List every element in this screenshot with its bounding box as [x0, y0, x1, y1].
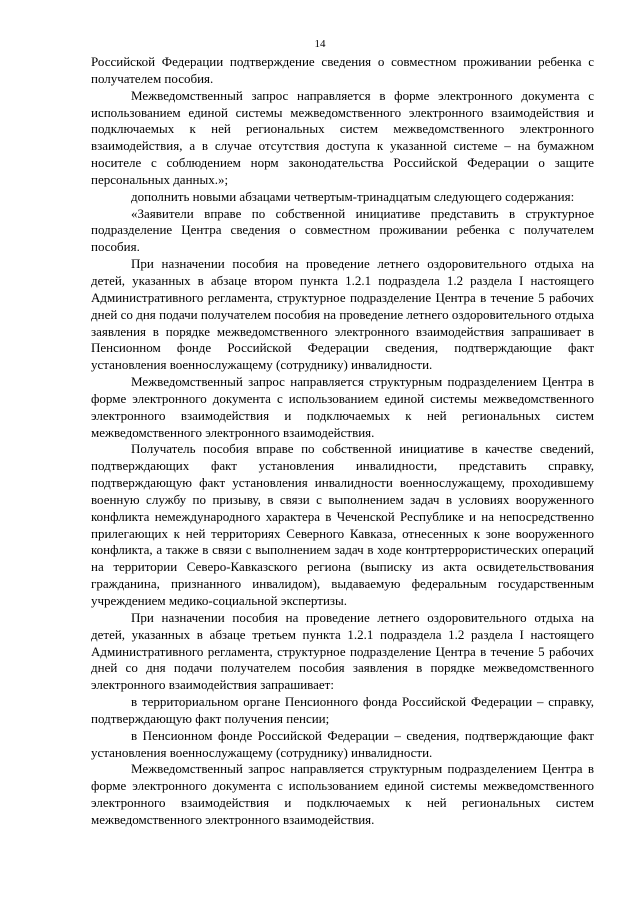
paragraph-5: При назначении пособия на проведение летнего оздоровительного отдыха на детей, указанных в абзаце втором пункта 1.2.1 подраздела 1.2 раздела I настоящего Административного регламента, структурное подразделение Центра в течение 5 рабочих дней со дня подачи получателем пособия на проведение летнего оздоровительного отдыха заявления в порядке межведомственного электронного взаимодействия запрашивает в Пенсионном фонде Российской Федерации сведения, подтверждающие факт установления военнослужащему (сотруднику) инвалидности. [91, 256, 594, 373]
paragraph-10: в Пенсионном фонде Российской Федерации – сведения, подтверждающие факт установления военнослужащему (сотруднику) инвалидности. [91, 727, 594, 760]
paragraph-3: дополнить новыми абзацами четвертым-тринадцатым следующего содержания: [131, 188, 575, 204]
paragraph-6: Межведомственный запрос направляется структурным подразделением Центра в форме электронного документа с использованием единой системы межведомственного электронного взаимодействия и подключаемых к ней региональных систем межведомственного электронного взаимодействия. [91, 374, 594, 440]
paragraph-1: Российской Федерации подтверждение сведения о совместном проживании ребенка с получателем пособия. [91, 54, 594, 86]
page-number: 14 [314, 38, 326, 50]
paragraph-9: в территориальном органе Пенсионного фонда Российской Федерации – справку, подтверждающую факт получения пенсии; [91, 694, 594, 726]
paragraph-7: Получатель пособия вправе по собственной инициативе в качестве сведений, подтверждающих факт установления инвалидности, представить справку, подтверждающую факт установления инвалидности военнослужащему, проходившему военную службу по призыву, в связи с выполнением задач в условиях вооруженного конфликта немеждународного характера в Чеченской Республике и на непосредственно прилегающих к ней территориях Северного Кавказа, отнесенных к зоне вооруженного конфликта, а также в связи с выполнением задач в ходе контртеррористических операций на территории Северо-Кавказского региона (выписку из акта освидетельствования гражданина, признанного инвалидом), выдаваемую федеральным государственным учреждением медико-социальной экспертизы. [91, 441, 594, 608]
paragraph-2: Межведомственный запрос направляется в форме электронного документа с использованием единой системы межведомственного электронного взаимодействия и подключаемых к ней региональных систем межведомственного электронного взаимодействия, а в случае отсутствия доступа к указанной системе – на бумажном носителе с соблюдением норм законодательства Российской Федерации о защите персональных данных.»; [91, 87, 594, 187]
paragraph-8: При назначении пособия на проведение летнего оздоровительного отдыха на детей, указанных в абзаце третьем пункта 1.2.1 подраздела 1.2 раздела I настоящего Административного регламента, структурное подразделение Центра в течение 5 рабочих дней со дня подачи получателем пособия заявления в порядке межведомственного электронного взаимодействия запрашивает: [91, 609, 594, 693]
paragraph-4: «Заявители вправе по собственной инициативе представить в структурное подразделение Центра сведения о совместном проживании ребенка с получателем пособия. [91, 205, 594, 255]
paragraph-11: Межведомственный запрос направляется структурным подразделением Центра в форме электронного документа с использованием единой системы межведомственного электронного взаимодействия и подключаемых к ней региональных систем межведомственного электронного взаимодействия. [91, 761, 594, 827]
document-body [91, 54, 594, 829]
